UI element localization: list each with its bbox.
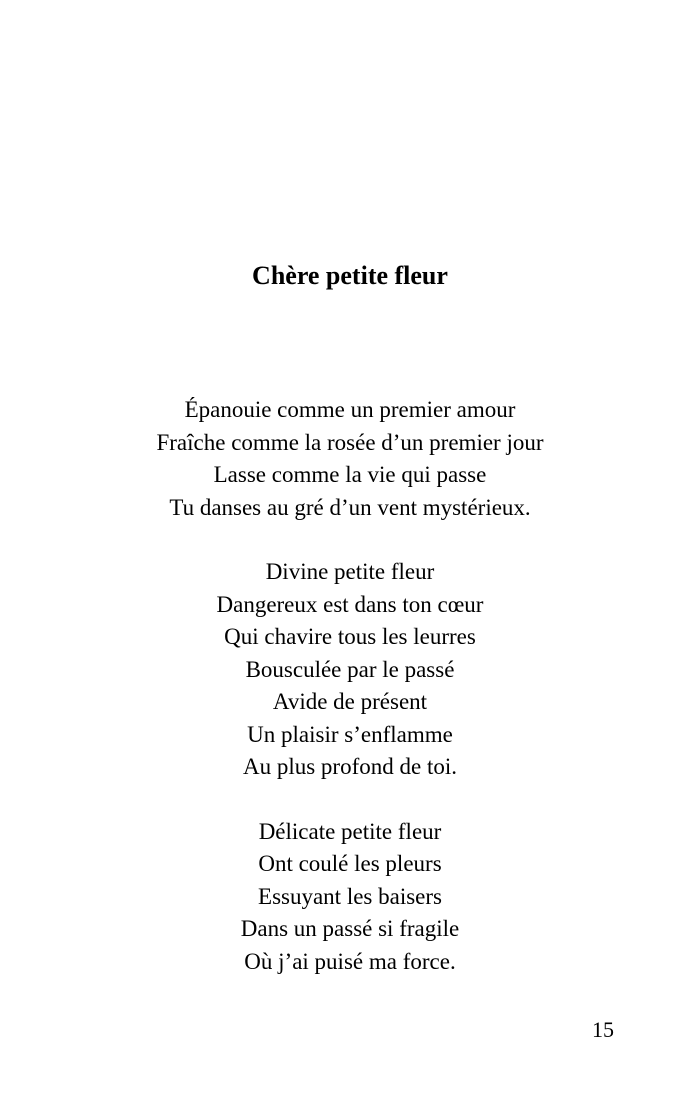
page-number: 15	[592, 1017, 614, 1042]
poem-line: Épanouie comme un premier amour	[184, 397, 516, 422]
poem-line: Tu danses au gré d’un vent mystérieux.	[169, 494, 531, 520]
poem-body	[0, 394, 700, 1010]
poem-line: Bousculée par le passé	[245, 656, 455, 682]
poem-line: Où j’ai puisé ma force.	[244, 948, 456, 974]
stanza-2	[0, 556, 700, 784]
poem-title: Chère petite fleur	[252, 261, 448, 290]
poem-line: Divine petite fleur	[265, 559, 435, 584]
poem-line: Un plaisir s’enflamme	[247, 721, 453, 747]
poem-line: Lasse comme la vie qui passe	[213, 462, 487, 487]
poem-line: Essuyant les baisers	[258, 883, 442, 909]
poem-line: Dangereux est dans ton cœur	[216, 591, 484, 617]
stanza-1	[0, 394, 700, 524]
poem-line: Avide de présent	[272, 689, 428, 714]
poem-line: Fraîche comme la rosée d’un premier jour	[156, 429, 544, 455]
poem-line: Dans un passé si fragile	[240, 916, 460, 941]
stanza-3	[0, 816, 700, 979]
poem-line: Qui chavire tous les leurres	[224, 624, 476, 649]
poem-line: Délicate petite fleur	[258, 818, 442, 844]
poem-line: Ont coulé les pleurs	[258, 851, 442, 876]
poem-line: Au plus profond de toi.	[242, 754, 457, 779]
